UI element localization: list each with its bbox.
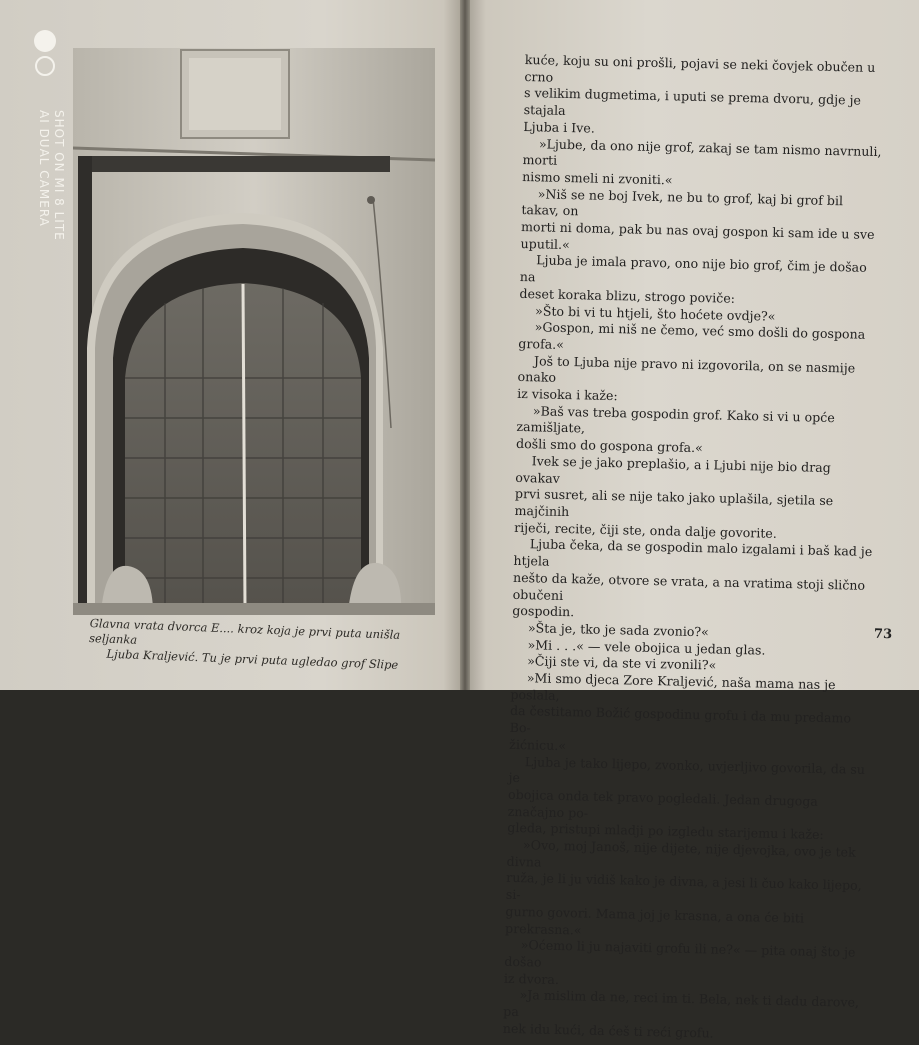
page-number: 73 (873, 626, 893, 643)
book-spine (460, 0, 470, 690)
text-line: gleda, pristupi mladji po izgledu starijemu i kaže: (507, 820, 824, 843)
text-line: ruža, je li ju vidiš kako je divna, a jesi li čuo kako lijepo, si- (505, 870, 862, 903)
watermark-line-2: AI DUAL CAMERA (37, 110, 51, 227)
camera-watermark (32, 30, 72, 241)
text-line: Ivek se je jako preplašio, a i Ljubi nije bio drag ovakav (515, 453, 831, 486)
watermark-text (36, 110, 66, 241)
text-line: »Što bi vi tu htjeli, što hoćete ovdje?« (534, 302, 776, 324)
text-line: Ljuba čeka, da se gospodin malo izgalami i baš kad je htjela (513, 536, 873, 569)
text-line: nek idu kući, da ćeš ti reći grofu. (502, 1020, 714, 1041)
text-line: deset koraka blizu, strogo poviče: (519, 285, 736, 306)
text-line: s velikim dugmetima, i uputi se prema dvoru, gdje je stajala (523, 85, 862, 119)
caption-line-1: Glavna vrata dvorca E.... kroz koja je prvi puta unišla seljanka (88, 616, 401, 647)
castle-gate-photo (73, 48, 435, 615)
text-line: Ljuba i Ive. (523, 118, 595, 136)
caption-line-2: Ljuba Kraljević. Tu je prvi puta ugledao grof Slipe (106, 646, 399, 672)
text-line: »Baš vas treba gospodin grof. Kako si vi u opće zamišljate, (516, 403, 835, 436)
text-line: nešto da kaže, otvore se vrata, a na vratima stoji slično obučeni (512, 569, 866, 603)
text-line: iz dvora. (503, 970, 560, 987)
text-line: »Mi smo djeca Zore Kraljević, naša mama nas je poslala, (510, 670, 836, 703)
text-line: obojica onda tek pravo pogledali. Jedan drugoga značajno po- (507, 786, 819, 821)
text-line: žićnicu.« (509, 736, 567, 753)
text-line: »Oćemo li ju najaviti grofu ili ne?« — pita onaj što je došao (504, 937, 856, 970)
text-line: prvi susret, ali se nije tako jako uplašila, sjetila se majčinih (514, 486, 834, 520)
text-line: došli smo do gospona grofa.« (515, 436, 703, 456)
watermark-line-1: SHOT ON MI 8 LITE (52, 110, 66, 241)
text-line: iz visoka i kaže: (517, 385, 618, 404)
text-line: »Mi . . .« — vele obojica u jedan glas. (527, 636, 766, 658)
text-line: »Gospon, mi niš ne čemo, već smo došli do gospona grofa.« (518, 319, 866, 352)
text-line: da čestitamo Božić gospodinu grofu i da mu predamo Bo- (509, 703, 852, 736)
text-line: »Ja mislim da ne, reci im ti. Bela, nek ti dadu darove, pa (503, 987, 860, 1020)
text-line: gospodin. (512, 603, 575, 620)
text-line: kuće, koju su oni prošli, pojavi se neki čovjek obučen u crno (524, 52, 876, 85)
text-line: »Niš se ne boj Ivek, ne bu to grof, kaj bi grof bil takav, on (521, 185, 844, 219)
text-line: »Čiji ste vi, da ste vi zvonili?« (527, 653, 717, 673)
text-line: »Šta je, tko je sada zvonio?« (527, 620, 710, 640)
text-line: Ljuba je tako lijepo, zvonko, uvjerljivo govorila, da su je (508, 753, 866, 786)
text-line: »Ovo, moj Janoš, nije dijete, nije djevojka, ovo je tek divna (506, 837, 856, 870)
text-line: morti ni doma, pak bu nas ovaj gospon ki sam ide u sve uputil.« (520, 218, 875, 252)
text-line: nismo smeli ni zvoniti.« (522, 168, 673, 188)
text-line: »Ljube, da ono nije grof, zakaj se tam nismo navrnuli, morti (522, 135, 882, 168)
text-line: Ljuba je imala pravo, ono nije bio grof, čim je došao na (519, 252, 867, 285)
right-page-text (503, 52, 885, 1045)
text-line: riječi, recite, čiji ste, onda dalje govorite. (514, 519, 778, 541)
text-line: Još to Ljuba nije pravo ni izgovorila, on se nasmije onako (517, 352, 856, 386)
castle-gate-illustration (73, 48, 435, 615)
text-line: gurno govori. Mama joj je krasna, a ona će biti prekrasna.« (504, 903, 805, 938)
camera-logo-icon (32, 30, 58, 76)
